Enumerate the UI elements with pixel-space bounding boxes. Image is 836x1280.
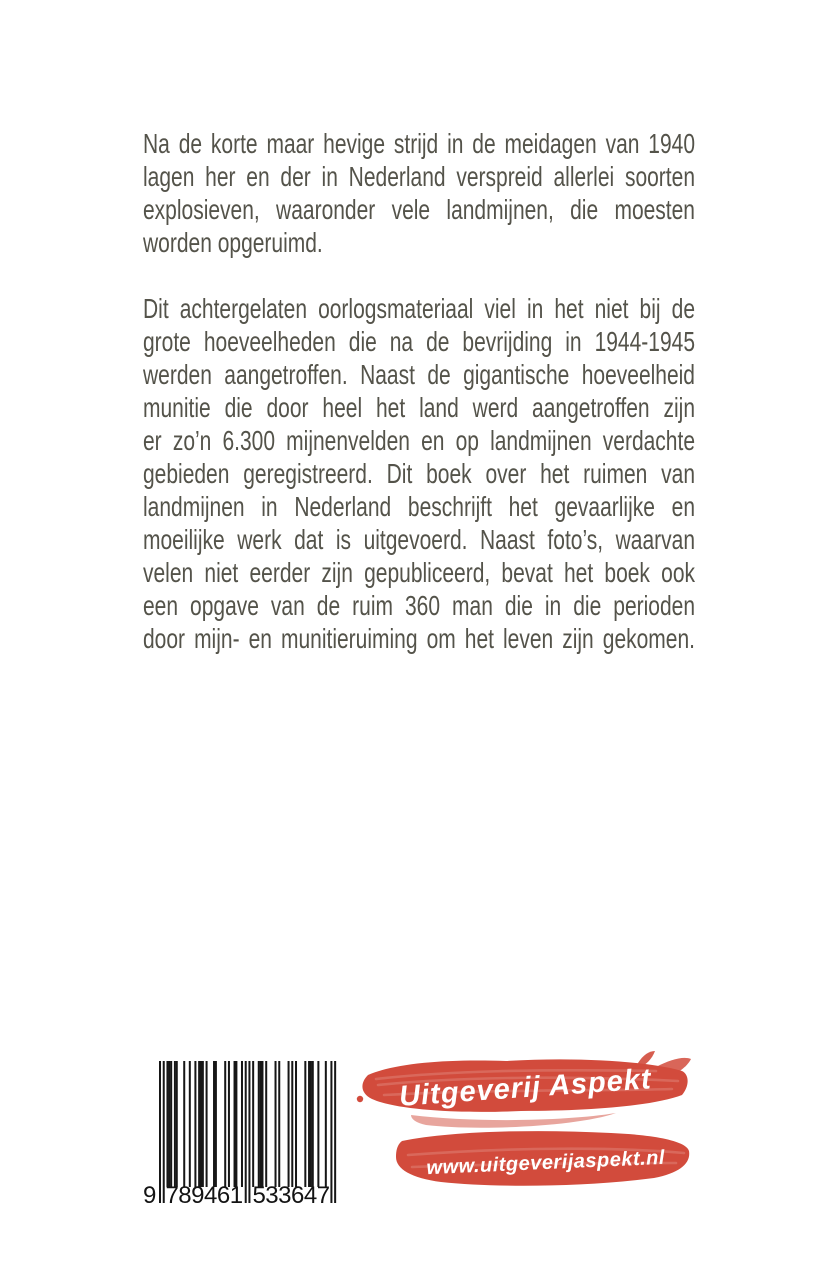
publisher-website: www.uitgeverijaspekt.nl xyxy=(426,1146,666,1180)
blurb-line: landmijnen in Nederland beschrijft het gevaarlijke en xyxy=(143,491,695,522)
blurb-line: lagen her en der in Nederland verspreid allerlei soorten xyxy=(143,161,695,192)
blurb-line: munitie die door heel het land werd aangetroffen zijn xyxy=(143,392,695,423)
blurb-line: grote hoeveelheden die na de bevrijding in 1944-1945 xyxy=(143,326,695,357)
blurb-line: moeilijke werk dat is uitgevoerd. Naast foto’s, waarvan xyxy=(143,524,695,555)
blurb-line: worden opgeruimd. xyxy=(143,227,323,258)
publisher-logo xyxy=(356,1051,692,1193)
blurb-paragraph xyxy=(143,127,695,259)
barcode-digits-left: 789461 xyxy=(165,1182,243,1209)
blurb-line: er zo’n 6.300 mijnenvelden en op landmijnen verdachte xyxy=(143,425,695,456)
publisher-logo-art xyxy=(356,1051,692,1193)
blurb-line: explosieven, waaronder vele landmijnen, die moesten xyxy=(143,194,695,225)
blurb-line: Dit achtergelaten oorlogsmateriaal viel in het niet bij de xyxy=(143,293,695,324)
brush-streak-middle xyxy=(411,1113,616,1128)
blurb-line: velen niet eerder zijn gepubliceerd, bevat het boek ook xyxy=(143,557,695,588)
blurb-line: werden aangetroffen. Naast de gigantische hoeveelheid xyxy=(143,359,695,390)
blurb-line: door mijn- en munitieruiming om het leven zijn gekomen. xyxy=(143,623,695,654)
blurb-line: Na de korte maar hevige strijd in de meidagen van 1940 xyxy=(143,128,695,159)
brush-dot-icon xyxy=(357,1096,363,1102)
publisher-name: Uitgeverij Aspekt xyxy=(398,1063,653,1113)
blurb-paragraph xyxy=(143,292,695,655)
barcode-digit-first: 9 xyxy=(143,1182,156,1209)
isbn-barcode xyxy=(143,1061,343,1211)
blurb-line: gebieden geregistreerd. Dit boek over het ruimen van xyxy=(143,458,695,489)
blurb xyxy=(143,127,695,688)
barcode-digits-right: 533647 xyxy=(252,1182,330,1209)
blurb-line: een opgave van de ruim 360 man die in die perioden xyxy=(143,590,695,621)
